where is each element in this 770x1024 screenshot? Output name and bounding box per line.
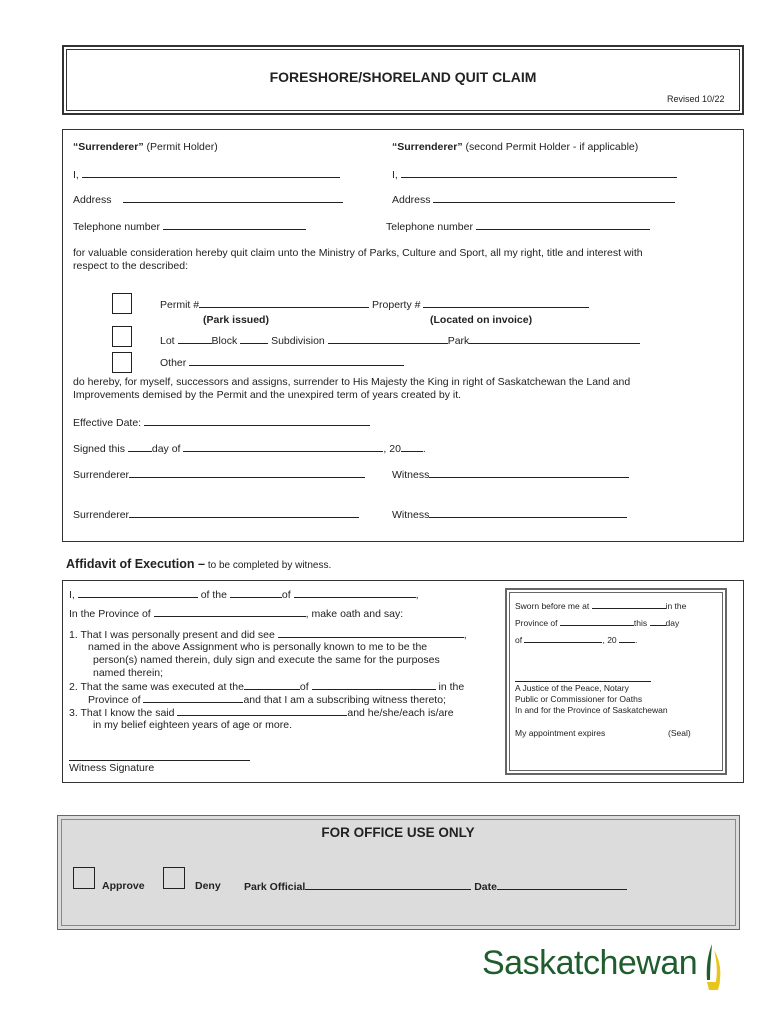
appointment-expires: My appointment expires [515, 728, 606, 738]
deny-label: Deny [195, 880, 221, 892]
justice-line-3: In and for the Province of Saskatchewan [515, 705, 668, 715]
deny-checkbox[interactable] [163, 867, 185, 889]
surrender-line1: do hereby, for myself, successors and assigns, surrender to His Majesty the King in right of Saskatchewan the Land and [73, 376, 631, 388]
lot-field[interactable] [178, 334, 212, 344]
affidavit-item2-b-row: Province of and that I am a subscribing witness thereto; [88, 694, 446, 706]
signed-month-field[interactable] [183, 442, 383, 452]
surrenderer2-heading: “Surrenderer” (second Permit Holder - if applicable) [392, 141, 639, 153]
sworn-place-field[interactable] [592, 600, 666, 609]
affidavit-item1-b: named in the above Assignment who is personally known to me to be the [88, 641, 428, 653]
approve-checkbox[interactable] [73, 867, 95, 889]
surrenderer2-address-row: Address [392, 193, 675, 207]
park-issued-label: (Park issued) [203, 314, 269, 326]
lot-row: Lot Block Subdivision Park [160, 334, 640, 348]
other-field[interactable] [189, 356, 404, 366]
affidavit-item2-of-field[interactable] [312, 680, 436, 690]
surrenderer2-name-row: I, [392, 168, 677, 182]
surrenderer2-name-field[interactable] [401, 168, 677, 178]
surrenderer1-address-field[interactable] [123, 193, 343, 203]
justice-line-1: A Justice of the Peace, Notary [515, 683, 629, 693]
affidavit-name-field[interactable] [78, 588, 198, 598]
permit-number-field[interactable] [199, 298, 369, 308]
affidavit-item3-row: 3. That I know the said and he/she/each is/are [69, 707, 454, 719]
park-official-field[interactable] [305, 880, 471, 890]
effective-date-row: Effective Date: [73, 416, 370, 430]
sworn-day-field[interactable] [650, 617, 666, 626]
witness-sig-row-1: Witness [392, 468, 629, 482]
sworn-before-row: Sworn before me at in the [515, 601, 687, 611]
sworn-month-field[interactable] [524, 634, 602, 643]
surrenderer1-phone-field[interactable] [163, 220, 306, 230]
sworn-province-field[interactable] [560, 617, 634, 626]
permit-row: Permit # Property # [160, 298, 589, 312]
affidavit-item1-field[interactable] [278, 628, 464, 638]
effective-date-field[interactable] [144, 416, 370, 426]
surrenderer1-phone-row: Telephone number [73, 220, 306, 234]
surrenderer1-heading: “Surrenderer” (Permit Holder) [73, 141, 218, 153]
sworn-year-field[interactable] [619, 634, 635, 643]
other-row: Other [160, 356, 404, 370]
justice-line-2: Public or Commissioner for Oaths [515, 694, 643, 704]
block-field[interactable] [240, 334, 268, 344]
justice-signature-line[interactable] [515, 681, 651, 682]
surrenderer2-phone-row: Telephone number [386, 220, 650, 234]
affidavit-item1-d: named therein; [93, 667, 164, 679]
located-on-invoice-label: (Located on invoice) [430, 314, 533, 326]
form-title: FORESHORE/SHORELAND QUIT CLAIM [269, 69, 537, 85]
office-use-title: FOR OFFICE USE ONLY [321, 825, 475, 840]
permit-checkbox[interactable] [112, 293, 132, 314]
witness-signature-label: Witness Signature [69, 762, 155, 774]
surrenderer1-name-row: I, [73, 168, 340, 182]
property-number-field[interactable] [423, 298, 589, 308]
surrenderer1-name-field[interactable] [82, 168, 340, 178]
surrender-line2: Improvements demised by the Permit and the unexpired term of years created by it. [73, 389, 462, 401]
logo-text: Saskatchewan [482, 944, 698, 982]
office-date-field[interactable] [497, 880, 627, 890]
sworn-province-row: Province of this day [515, 618, 680, 628]
signed-year-field[interactable] [401, 442, 423, 452]
sworn-of-row: of , 20 . [515, 635, 638, 645]
lot-checkbox[interactable] [112, 326, 132, 347]
affidavit-province-field[interactable] [154, 607, 306, 617]
witness-signature-line[interactable] [69, 760, 250, 761]
affidavit-location-field[interactable] [294, 588, 416, 598]
affidavit-title: Affidavit of Execution – to be completed by witness. [66, 557, 332, 571]
affidavit-item3-c: in my belief eighteen years of age or more. [93, 719, 293, 731]
affidavit-province-row: In the Province of , make oath and say: [69, 608, 404, 620]
affidavit-i-row: I, of the of , [69, 589, 419, 601]
other-checkbox[interactable] [112, 352, 132, 373]
park-official-row: Park Official Date [244, 880, 627, 894]
wheat-icon [698, 940, 728, 994]
surrenderer2-signature-field[interactable] [129, 508, 359, 518]
affidavit-item3-field[interactable] [177, 706, 347, 716]
surrenderer2-phone-field[interactable] [476, 220, 650, 230]
witness-sig-row-2: Witness [392, 508, 627, 522]
surrenderer1-address-row: Address [73, 193, 343, 207]
affidavit-occupation-field[interactable] [230, 588, 282, 598]
approve-label: Approve [102, 880, 145, 892]
witness1-signature-field[interactable] [429, 468, 629, 478]
surrenderer1-signature-field[interactable] [129, 468, 365, 478]
surrenderer2-address-field[interactable] [433, 193, 675, 203]
affidavit-item2-row: 2. That the same was executed at the of in the [69, 681, 465, 693]
surrenderer-sig-row-1: Surrenderer [73, 468, 365, 482]
signed-row: Signed this day of , 20 . [73, 443, 426, 455]
consideration-line2: respect to the described: [73, 260, 188, 272]
affidavit-item1-c: person(s) named therein, duly sign and execute the same for the purposes [93, 654, 440, 666]
subdivision-field[interactable] [328, 334, 448, 344]
consideration-line1: for valuable consideration hereby quit claim unto the Ministry of Parks, Culture and Sport, all my right, title and interest with [73, 247, 643, 259]
witness2-signature-field[interactable] [429, 508, 627, 518]
signed-day-field[interactable] [128, 442, 152, 452]
park-field[interactable] [469, 334, 640, 344]
affidavit-item1-row: 1. That I was personally present and did see , [69, 629, 467, 641]
affidavit-item2-province-field[interactable] [143, 693, 243, 703]
seal-label: (Seal) [668, 728, 691, 738]
revised-label: Revised 10/22 [667, 94, 725, 104]
affidavit-item2-place-field[interactable] [244, 680, 300, 690]
saskatchewan-logo [482, 940, 732, 996]
surrenderer-sig-row-2: Surrenderer [73, 508, 359, 522]
